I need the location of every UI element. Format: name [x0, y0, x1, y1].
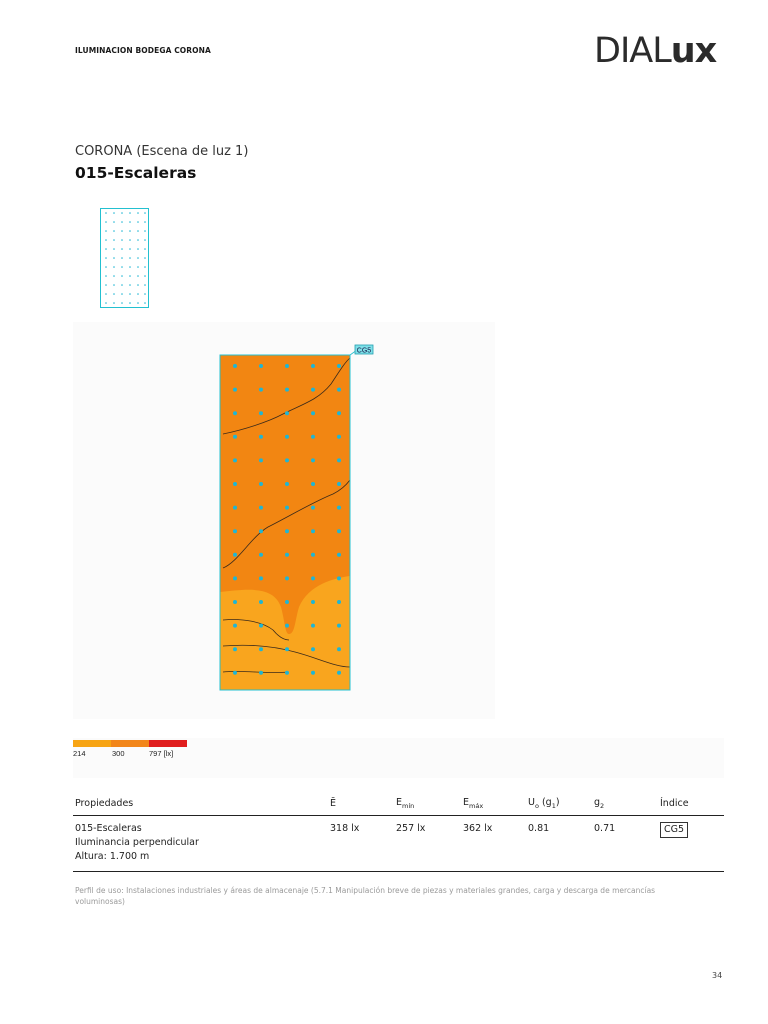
table-row — [73, 815, 724, 871]
overview-luminaire-dot — [105, 212, 107, 214]
overview-luminaire-dot — [105, 275, 107, 277]
luminaire-icon — [311, 553, 315, 557]
luminaire-icon — [285, 364, 289, 368]
luminaire-icon — [311, 647, 315, 651]
luminaire-icon — [233, 364, 237, 368]
overview-luminaire-dot — [129, 257, 131, 259]
overview-luminaire-dot — [144, 257, 146, 259]
overview-luminaire-dot — [105, 266, 107, 268]
overview-luminaire-dot — [121, 293, 123, 295]
overview-luminaire-dot — [121, 221, 123, 223]
overview-luminaire-dot — [113, 284, 115, 286]
luminaire-icon — [311, 576, 315, 580]
overview-luminaire-dot — [105, 293, 107, 295]
luminaire-icon — [233, 388, 237, 392]
overview-luminaire-dot — [129, 212, 131, 214]
illuminance-plot-svg — [73, 322, 495, 719]
header-uniformity: $U_o$ $(g_1)$ — [526, 794, 592, 815]
cell-properties — [73, 815, 328, 871]
overview-luminaire-dot — [113, 248, 115, 250]
illuminance-plot — [73, 322, 495, 719]
luminaire-icon — [337, 388, 341, 392]
room-overview-svg — [100, 208, 152, 308]
cell-e-max: 362 lx — [461, 815, 526, 871]
luminaire-icon — [259, 435, 263, 439]
overview-luminaire-dot — [129, 275, 131, 277]
overview-luminaire-dot — [105, 302, 107, 304]
luminaire-icon — [233, 624, 237, 628]
luminaire-icon — [285, 647, 289, 651]
luminaire-icon — [311, 458, 315, 462]
overview-luminaire-dot — [144, 221, 146, 223]
overview-luminaire-dot — [105, 230, 107, 232]
legend-label-mid: 300 — [112, 749, 125, 758]
overview-luminaire-dot — [144, 212, 146, 214]
overview-luminaire-dot — [113, 257, 115, 259]
overview-luminaire-dot — [137, 275, 139, 277]
overview-luminaire-dot — [113, 230, 115, 232]
overview-luminaire-dot — [121, 275, 123, 277]
overview-luminaire-dot — [129, 221, 131, 223]
luminaire-icon — [233, 411, 237, 415]
overview-luminaire-dot — [129, 230, 131, 232]
luminaire-icon — [259, 624, 263, 628]
luminaire-icon — [285, 482, 289, 486]
luminaire-icon — [233, 506, 237, 510]
luminaire-icon — [259, 671, 263, 675]
overview-luminaire-dot — [137, 212, 139, 214]
luminaire-icon — [259, 600, 263, 604]
overview-luminaire-dot — [137, 293, 139, 295]
luminaire-icon — [233, 529, 237, 533]
luminaire-icon — [259, 411, 263, 415]
overview-luminaire-dot — [121, 284, 123, 286]
overview-luminaire-dot — [105, 284, 107, 286]
overview-luminaire-dot — [129, 293, 131, 295]
luminaire-icon — [259, 576, 263, 580]
overview-luminaire-dot — [144, 248, 146, 250]
luminaire-icon — [311, 388, 315, 392]
overview-luminaire-dot — [144, 302, 146, 304]
luminaire-icon — [285, 671, 289, 675]
header-e-max: $E_{máx}$ — [461, 794, 526, 815]
usage-profile-note: Perfil de uso: Instalaciones industriales y áreas de almacenaje (5.7.1 Manipulación breve de piezas y materiales grandes, carga y descarga de mercancías voluminosas) — [75, 886, 656, 906]
overview-luminaire-dot — [113, 266, 115, 268]
overview-luminaire-dot — [137, 266, 139, 268]
luminaire-icon — [311, 364, 315, 368]
cg-tag-label: CG5 — [356, 347, 372, 355]
cell-index — [658, 815, 724, 871]
luminaire-icon — [259, 458, 263, 462]
overview-luminaire-dot — [137, 284, 139, 286]
luminaire-icon — [337, 506, 341, 510]
logo-text-ux: ux — [670, 31, 717, 71]
luminaire-icon — [285, 458, 289, 462]
luminaire-icon — [259, 506, 263, 510]
luminaire-icon — [337, 482, 341, 486]
overview-luminaire-dot — [144, 275, 146, 277]
properties-table — [73, 794, 724, 872]
overview-luminaire-dot — [137, 221, 139, 223]
luminaire-icon — [285, 624, 289, 628]
overview-luminaire-dot — [129, 239, 131, 241]
overview-luminaire-dot — [144, 230, 146, 232]
luminaire-icon — [285, 388, 289, 392]
legend-swatch-high — [149, 740, 187, 747]
legend-label-min: 214 — [73, 749, 86, 758]
luminaire-icon — [233, 647, 237, 651]
overview-luminaire-dot — [113, 221, 115, 223]
luminaire-icon — [337, 411, 341, 415]
room-overview-plan — [100, 208, 152, 312]
table-header-row — [73, 794, 724, 815]
luminaire-icon — [285, 600, 289, 604]
overview-luminaire-dot — [113, 275, 115, 277]
project-title: ILUMINACION BODEGA CORONA — [75, 46, 211, 55]
luminaire-icon — [337, 529, 341, 533]
overview-luminaire-dot — [129, 302, 131, 304]
luminaire-icon — [337, 553, 341, 557]
cell-e-avg: 318 lx — [328, 815, 394, 871]
overview-luminaire-dot — [121, 266, 123, 268]
overview-luminaire-dot — [129, 284, 131, 286]
cell-uniformity: 0.81 — [526, 815, 592, 871]
luminaire-icon — [285, 435, 289, 439]
overview-luminaire-dot — [121, 212, 123, 214]
luminaire-icon — [337, 671, 341, 675]
row-name: 015-Escaleras — [75, 822, 142, 834]
overview-luminaire-dot — [113, 302, 115, 304]
header-properties: Propiedades — [73, 794, 328, 815]
luminaire-icon — [259, 364, 263, 368]
overview-luminaire-dot — [121, 257, 123, 259]
overview-luminaire-dot — [144, 284, 146, 286]
overview-luminaire-dot — [137, 302, 139, 304]
overview-luminaire-dot — [105, 248, 107, 250]
overview-luminaire-dot — [144, 293, 146, 295]
overview-luminaire-dot — [105, 257, 107, 259]
luminaire-icon — [259, 529, 263, 533]
luminaire-icon — [259, 647, 263, 651]
overview-luminaire-dot — [113, 212, 115, 214]
legend-swatch-mid — [111, 740, 149, 747]
luminaire-icon — [285, 553, 289, 557]
overview-luminaire-dot — [129, 248, 131, 250]
cell-e-min: 257 lx — [394, 815, 461, 871]
luminaire-icon — [233, 600, 237, 604]
luminaire-icon — [311, 411, 315, 415]
room-title: 015-Escaleras — [75, 164, 197, 182]
luminaire-icon — [311, 529, 315, 533]
index-badge: CG5 — [660, 822, 688, 838]
illuminance-legend — [73, 738, 724, 778]
luminaire-icon — [337, 364, 341, 368]
header-g2: $g_2$ — [592, 794, 658, 815]
overview-luminaire-dot — [105, 239, 107, 241]
row-height: Altura: 1.700 m — [75, 850, 150, 862]
luminaire-icon — [259, 553, 263, 557]
room-overview-outline — [101, 209, 149, 308]
luminaire-icon — [285, 411, 289, 415]
luminaire-icon — [337, 576, 341, 580]
luminaire-icon — [233, 458, 237, 462]
luminaire-icon — [285, 529, 289, 533]
overview-luminaire-dot — [121, 239, 123, 241]
overview-luminaire-dot — [121, 302, 123, 304]
dialux-logo — [594, 31, 717, 71]
luminaire-icon — [311, 600, 315, 604]
luminaire-icon — [259, 482, 263, 486]
overview-luminaire-dot — [105, 221, 107, 223]
cell-g2: 0.71 — [592, 815, 658, 871]
luminaire-icon — [233, 482, 237, 486]
overview-luminaire-dot — [137, 239, 139, 241]
overview-luminaire-dot — [137, 230, 139, 232]
luminaire-icon — [337, 624, 341, 628]
header-e-min: $E_{mín}$ — [394, 794, 461, 815]
luminaire-icon — [311, 506, 315, 510]
luminaire-icon — [337, 600, 341, 604]
luminaire-icon — [311, 482, 315, 486]
header-index: Índice — [658, 794, 724, 815]
overview-luminaire-dot — [113, 293, 115, 295]
row-type: Iluminancia perpendicular — [75, 836, 199, 848]
overview-luminaire-dot — [137, 248, 139, 250]
overview-luminaire-dot — [137, 257, 139, 259]
overview-luminaire-dot — [121, 248, 123, 250]
luminaire-icon — [285, 576, 289, 580]
legend-label-max: 797 [lx] — [149, 749, 174, 758]
overview-luminaire-dot — [121, 230, 123, 232]
luminaire-icon — [233, 576, 237, 580]
legend-swatch-low — [73, 740, 111, 747]
luminaire-icon — [311, 624, 315, 628]
luminaire-icon — [233, 435, 237, 439]
luminaire-icon — [337, 647, 341, 651]
overview-luminaire-dot — [144, 239, 146, 241]
luminaire-icon — [233, 553, 237, 557]
overview-luminaire-dot — [113, 239, 115, 241]
luminaire-icon — [233, 671, 237, 675]
overview-luminaire-dot — [129, 266, 131, 268]
luminaire-icon — [337, 435, 341, 439]
luminaire-icon — [259, 388, 263, 392]
luminaire-icon — [285, 506, 289, 510]
luminaire-icon — [311, 671, 315, 675]
scene-title: CORONA (Escena de luz 1) — [75, 144, 249, 159]
header-e-avg: Ē — [328, 794, 394, 815]
luminaire-icon — [311, 435, 315, 439]
luminaire-icon — [337, 458, 341, 462]
page-number: 34 — [712, 971, 723, 980]
logo-text-dial: DIAL — [594, 31, 671, 71]
overview-luminaire-dot — [144, 266, 146, 268]
